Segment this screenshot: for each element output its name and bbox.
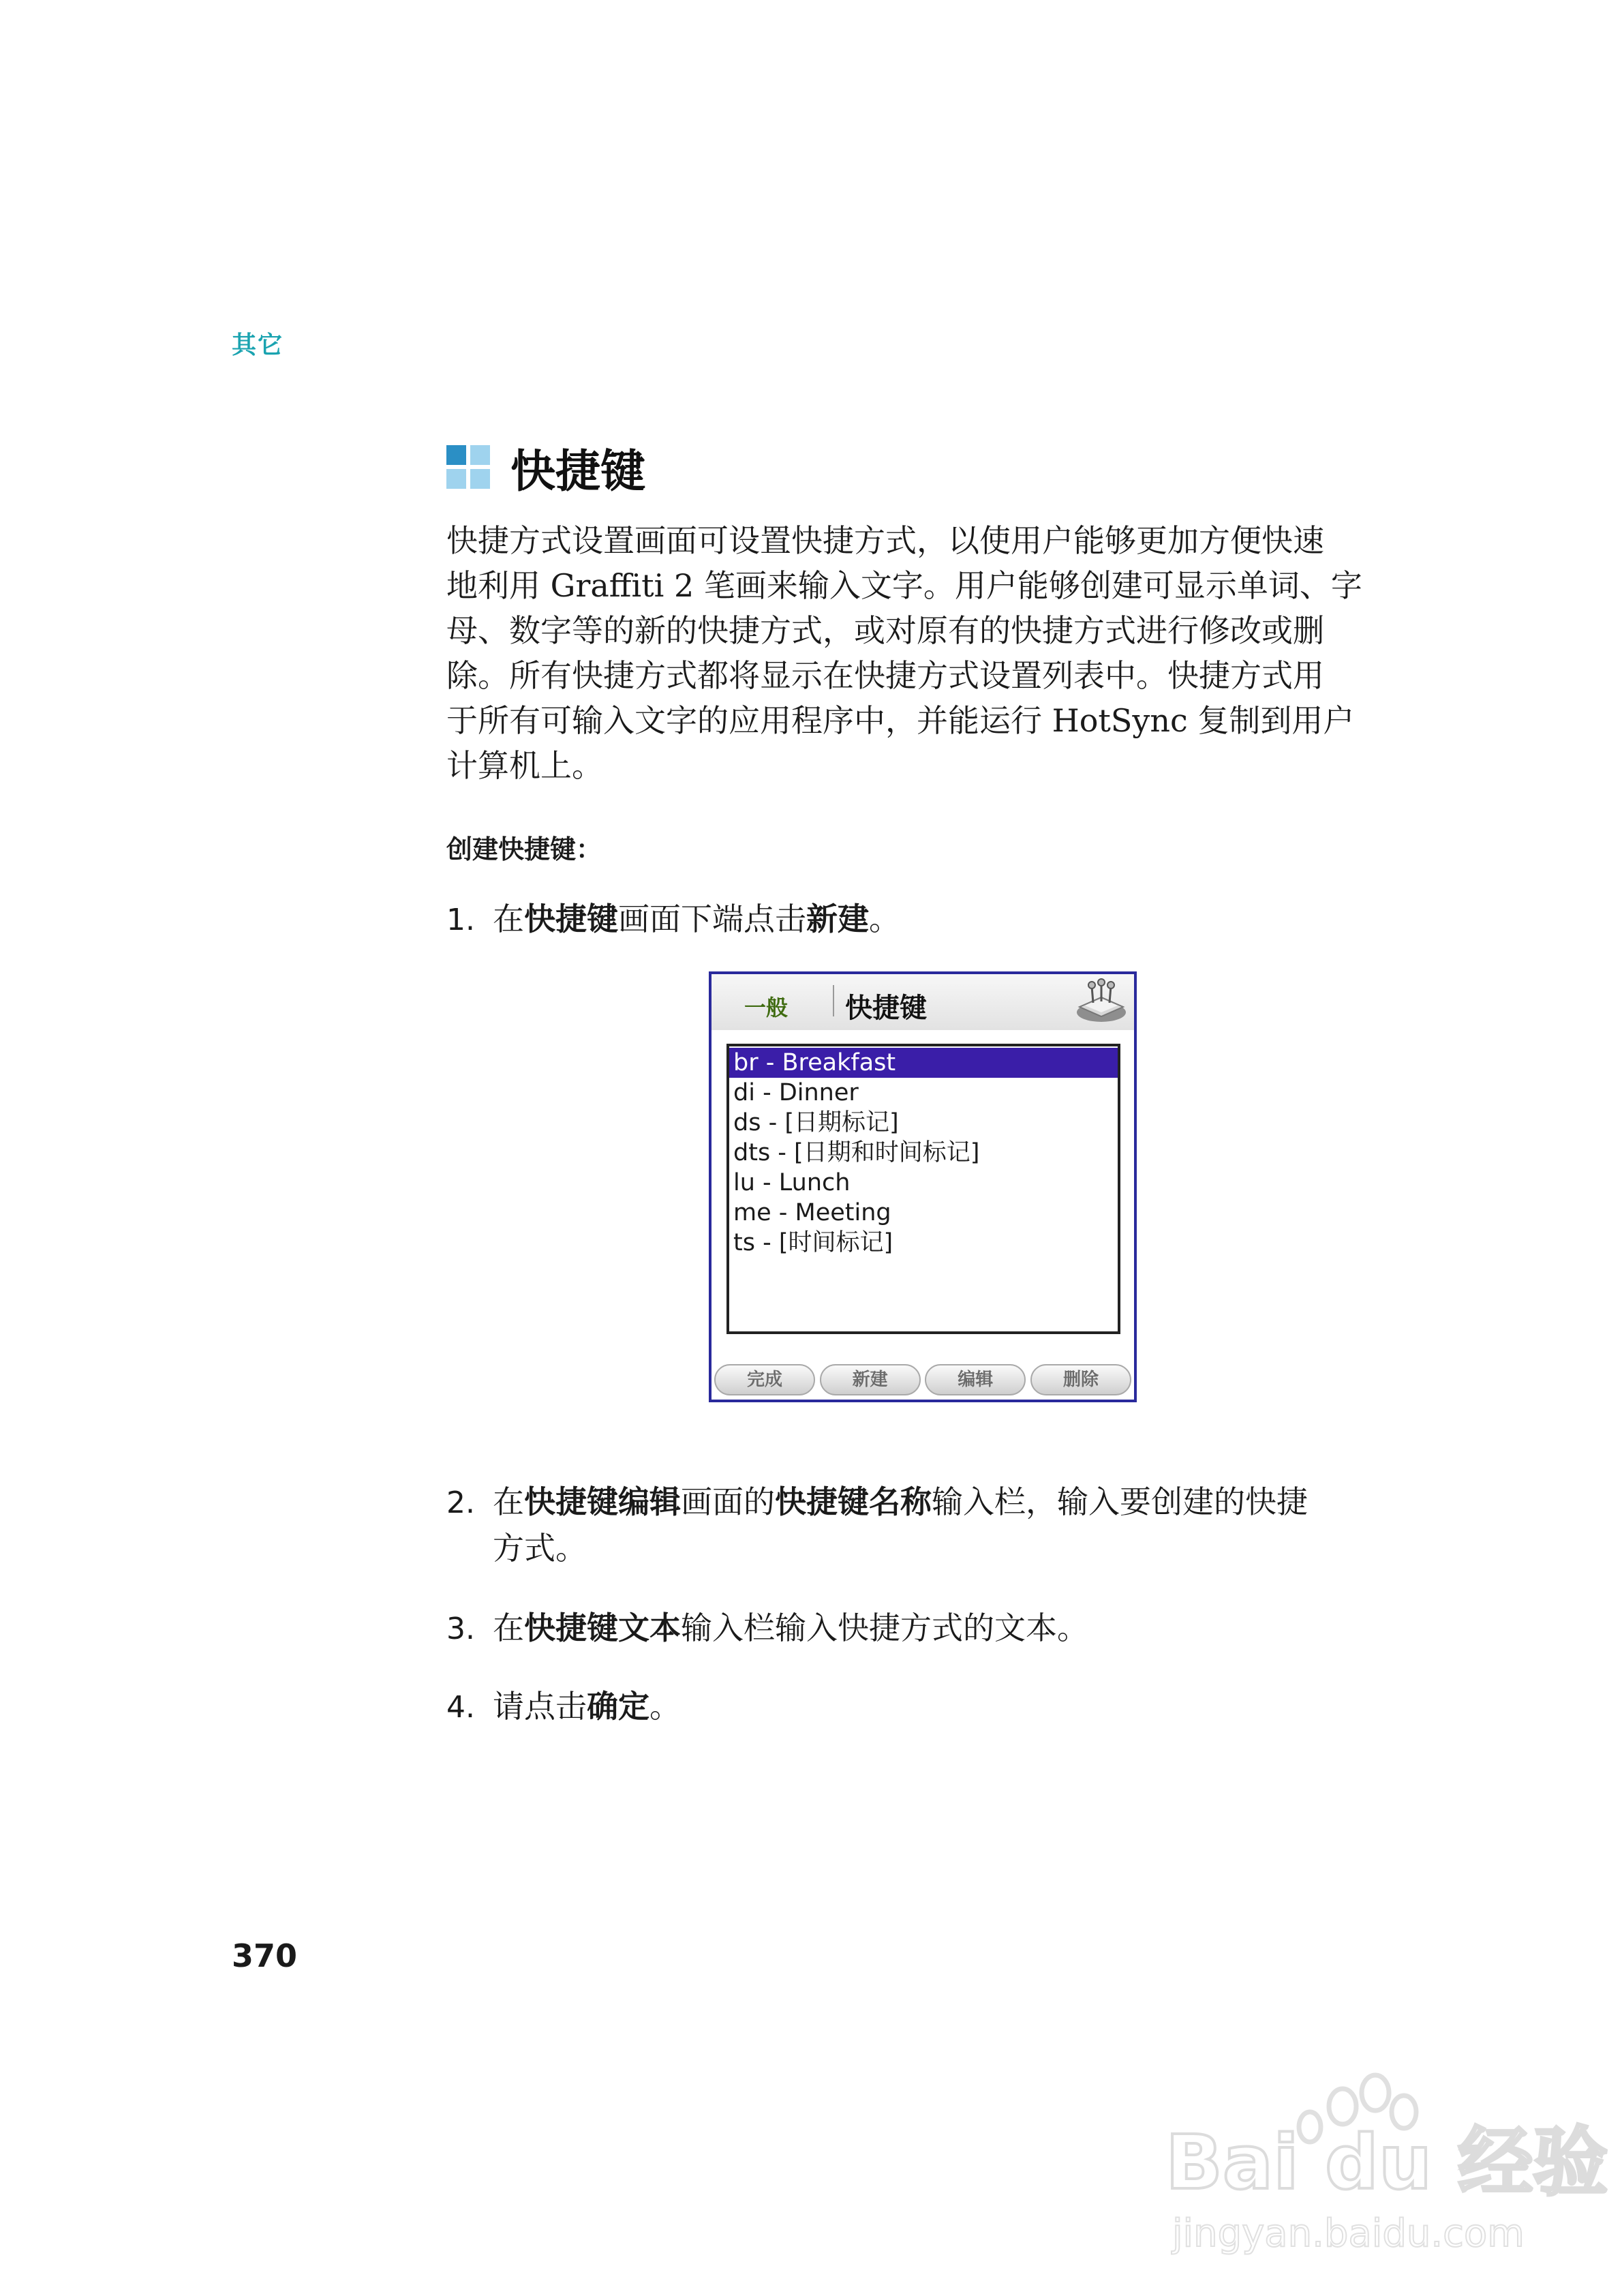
step-keyword: 确定 [587,1688,649,1725]
page-number: 370 [232,1937,298,1974]
step-text: 请点击 [493,1688,587,1725]
list-item[interactable]: ts - [时间标记] [733,1229,893,1256]
section-heading [446,436,645,498]
button-bar [711,1360,1134,1400]
step-text: 在 [493,1610,524,1646]
list-item[interactable]: ds - [日期标记] [733,1109,899,1136]
step-text: 。 [649,1688,681,1725]
step-keyword: 快捷键文本 [524,1610,681,1646]
baidu-watermark [1159,2059,1608,2263]
list-item[interactable]: lu - Lunch [733,1169,851,1196]
header-divider [833,985,834,1016]
watermark-line2: jingyan.baidu.com [1172,2211,1525,2256]
intro-line: 快捷方式设置画面可设置快捷方式，以使用户能够更加方便快速 [446,522,1324,559]
intro-line: 地利用 Graffiti 2 笔画来输入文字。用户能够创建可显示单词、字 [446,567,1362,604]
intro-line: 计算机上。 [446,747,603,784]
shortcuts-screen [709,971,1137,1402]
step-text: 输入栏，输入要创建的快捷 [932,1483,1308,1520]
step-keyword: 快捷键 [524,901,618,937]
step-text: 画面的 [681,1483,775,1520]
intro-line: 母、数字等的新的快捷方式，或对原有的快捷方式进行修改或删 [446,612,1324,649]
step-keyword: 新建 [806,901,869,937]
step-text: 在 [493,1483,524,1520]
screen-title: 快捷键 [845,993,927,1024]
intro-line: 于所有可输入文字的应用程序中，并能运行 HotSync 复制到用户 [446,702,1355,739]
subheading: 创建快捷键： [446,834,602,864]
page-title: 快捷键 [510,444,645,498]
step-number: 3. [446,1612,475,1646]
step-keyword: 快捷键名称 [775,1483,932,1520]
list-item[interactable]: br - Breakfast [729,1048,1118,1078]
step-text: 输入栏输入快捷方式的文本。 [681,1610,1088,1646]
shortcut-list[interactable] [726,1044,1120,1334]
blue-squares-icon [446,445,490,489]
step-text: 在 [493,901,524,937]
step-keyword: 快捷键编辑 [524,1483,681,1520]
step-number: 4. [446,1690,475,1725]
step-text: 方式。 [493,1530,587,1567]
step-number: 2. [446,1485,475,1520]
screen-header [711,974,1134,1030]
step-4 [446,1684,1414,1730]
section-label: 其它 [232,331,284,359]
step-2 [446,1479,1414,1571]
intro-line: 除。所有快捷方式都将显示在快捷方式设置列表中。快捷方式用 [446,657,1324,694]
done-button[interactable]: 完成 [714,1364,815,1395]
step-number: 1. [446,903,475,937]
category-selector[interactable]: 一般 [744,995,789,1021]
step-text: 。 [869,901,900,937]
intro-paragraph [446,518,1414,788]
edit-button[interactable]: 编辑 [925,1364,1026,1395]
list-item[interactable]: me - Meeting [733,1199,891,1226]
step-text: 画面下端点击 [618,901,806,937]
watermark-line1: Bai du 经验 [1165,2119,1608,2206]
step-3 [446,1605,1414,1652]
delete-button[interactable]: 删除 [1030,1364,1131,1395]
list-item[interactable]: dts - [日期和时间标记] [733,1139,980,1166]
list-item[interactable]: di - Dinner [733,1079,859,1106]
step-1 [446,896,1414,943]
new-button[interactable]: 新建 [820,1364,921,1395]
shortcuts-app-icon [1074,977,1129,1026]
